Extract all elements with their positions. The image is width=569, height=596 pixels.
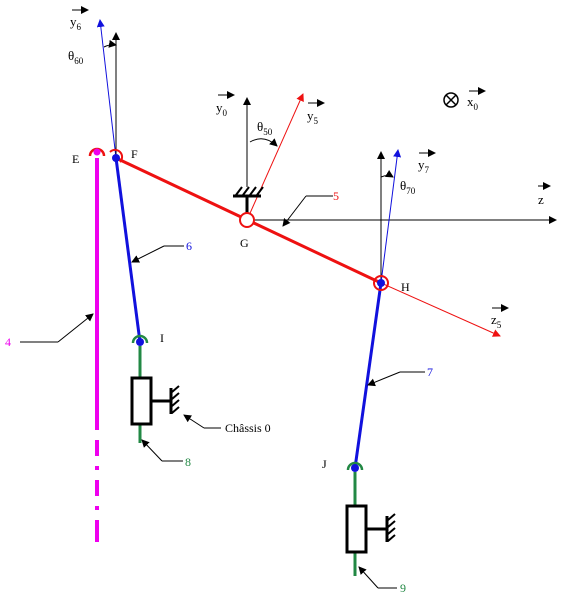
y7-axis (381, 150, 398, 283)
point-g-label: G (240, 236, 249, 250)
part6-bar (116, 158, 140, 342)
slider-j-body (347, 506, 366, 552)
point-f-label: F (131, 147, 138, 161)
point-j-label: J (322, 457, 327, 471)
slider-j-hatch-3 (388, 528, 395, 534)
part7-bar (355, 283, 381, 468)
theta60-arc (104, 45, 116, 47)
g-hatch-1 (236, 187, 242, 195)
point-i-label: I (160, 331, 164, 345)
slider-j-hatch-1 (388, 514, 395, 520)
slider-i-body (132, 378, 151, 424)
joint-h-dot (377, 279, 385, 287)
part6-label: 6 (186, 239, 192, 253)
x0-label: $x_0$ (467, 94, 478, 112)
leader-9 (359, 567, 378, 588)
g-hatch-2 (243, 187, 249, 195)
theta60-label: $\theta_{60}$ (68, 48, 84, 66)
y5-label: $y_5$ (307, 108, 318, 126)
part8-label: 8 (185, 455, 191, 469)
z-label: z (538, 192, 544, 207)
slider-i-hatch-3 (172, 400, 179, 406)
leader-6 (132, 246, 164, 262)
point-e-label: E (72, 152, 80, 166)
theta70-arc (381, 176, 393, 178)
joint-f-dot (112, 154, 120, 162)
slider-j-hatch-2 (388, 521, 395, 527)
theta70-label: $\theta_{70}$ (400, 178, 416, 196)
y0-label: $y_0$ (216, 100, 227, 118)
leader-7 (368, 372, 400, 385)
joint-i-dot (136, 338, 144, 346)
slider-i-hatch-4 (172, 407, 179, 413)
joint-e-dot (94, 149, 101, 156)
joint-j-dot (351, 464, 359, 472)
leader-5 (283, 196, 306, 226)
leader-4 (58, 314, 93, 342)
slider-i-hatch-2 (172, 393, 179, 399)
y7-label: $y_7$ (418, 157, 429, 175)
part4-label: 4 (5, 335, 11, 349)
leader-chassis (184, 415, 204, 428)
y6-label: $y_6$ (70, 14, 81, 32)
theta50-label: $\theta_{50}$ (257, 119, 273, 137)
slider-j-hatch-4 (388, 535, 395, 541)
part7-label: 7 (427, 365, 433, 379)
point-h-label: H (401, 280, 410, 294)
g-hatch-4 (257, 187, 263, 195)
theta50-arc (250, 139, 277, 146)
slider-i-hatch-1 (172, 386, 179, 392)
z5-label: $z_5$ (491, 312, 502, 330)
g-hatch-3 (250, 187, 256, 195)
chassis-label: Châssis 0 (225, 421, 271, 435)
y6-axis (100, 20, 116, 158)
leader-8 (142, 440, 162, 461)
z5-axis (381, 283, 500, 336)
joint-g (240, 213, 254, 227)
y5-axis (247, 94, 303, 220)
part5-label: 5 (333, 189, 339, 203)
part9-label: 9 (400, 581, 406, 595)
